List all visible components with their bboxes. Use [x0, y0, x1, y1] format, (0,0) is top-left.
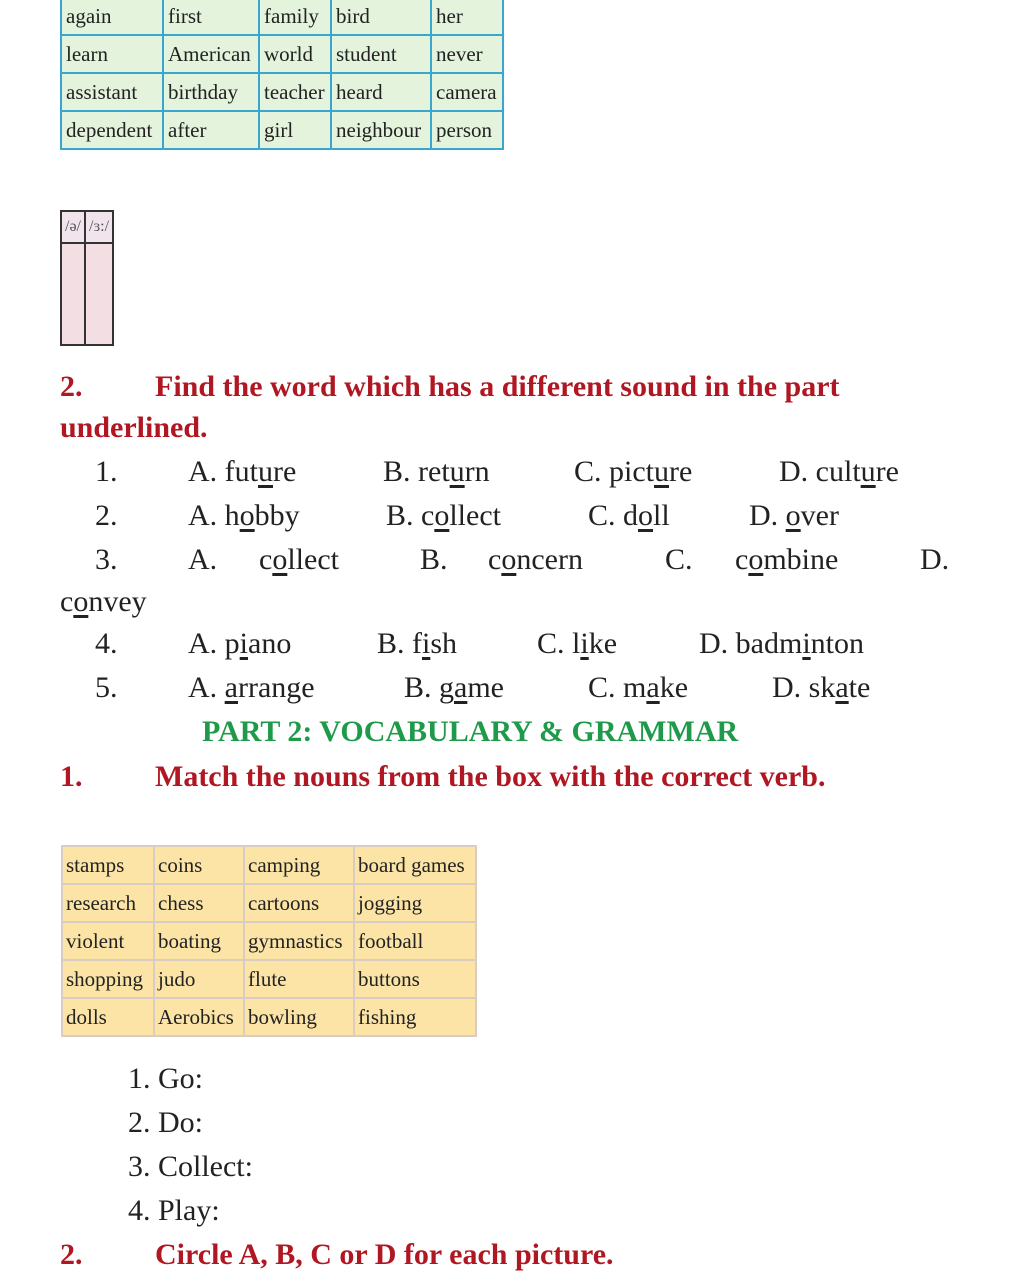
section-number: 1. — [60, 760, 83, 793]
table-cell: boating — [154, 922, 244, 960]
item-number: 5. — [95, 671, 118, 704]
table-cell: dependent — [61, 111, 163, 149]
option-c[interactable]: C. doll — [588, 499, 670, 532]
table-row — [62, 922, 476, 960]
option-d[interactable]: D. badminton — [699, 627, 865, 660]
table-row — [62, 998, 476, 1036]
table-cell: again — [61, 0, 163, 35]
table-cell: first — [163, 0, 259, 35]
table-cell: American — [163, 35, 259, 73]
table-cell: football — [354, 922, 476, 960]
option-a[interactable]: collect — [259, 543, 339, 576]
table-cell: coins — [154, 846, 244, 884]
table-cell: camping — [244, 846, 354, 884]
section-number: 2. — [60, 1238, 83, 1271]
table-row — [61, 111, 503, 149]
table-cell: her — [431, 0, 503, 35]
table-cell: learn — [61, 35, 163, 73]
table-cell: stamps — [62, 846, 154, 884]
option-a[interactable]: A. piano — [188, 627, 292, 660]
table-cell: bowling — [244, 998, 354, 1036]
table-cell: girl — [259, 111, 331, 149]
table-cell: birthday — [163, 73, 259, 111]
verb-play[interactable]: 4. Play: — [128, 1194, 220, 1227]
option-a[interactable]: A. hobby — [188, 499, 300, 532]
phoneme-table — [60, 210, 114, 346]
table-cell: world — [259, 35, 331, 73]
table-row — [61, 243, 113, 345]
option-c[interactable]: C. make — [588, 671, 689, 704]
phoneme-answer-cell[interactable] — [85, 243, 113, 345]
phoneme-answer-cell[interactable] — [61, 243, 85, 345]
option-d[interactable]: D. culture — [779, 455, 899, 488]
item-number: 3. — [95, 543, 118, 576]
table-cell: jogging — [354, 884, 476, 922]
item-number: 4. — [95, 627, 118, 660]
table-cell: family — [259, 0, 331, 35]
item-number: 2. — [95, 499, 118, 532]
option-b-letter: B. — [420, 543, 448, 576]
table-cell: research — [62, 884, 154, 922]
table-row — [62, 846, 476, 884]
table-cell: person — [431, 111, 503, 149]
option-b[interactable]: B. game — [404, 671, 504, 704]
table-row — [61, 211, 113, 243]
table-cell: bird — [331, 0, 431, 35]
verb-go[interactable]: 1. Go: — [128, 1062, 203, 1095]
verb-do[interactable]: 2. Do: — [128, 1106, 203, 1139]
option-a[interactable]: A. arrange — [188, 671, 315, 704]
phoneme-header-er: /ɜ:/ — [85, 211, 113, 243]
option-d[interactable]: D. over — [749, 499, 839, 532]
verb-collect[interactable]: 3. Collect: — [128, 1150, 253, 1183]
option-c[interactable]: combine — [735, 543, 839, 576]
table-cell: judo — [154, 960, 244, 998]
table-cell: board games — [354, 846, 476, 884]
section-heading-cont: underlined. — [60, 411, 208, 444]
table-cell: chess — [154, 884, 244, 922]
option-b[interactable]: B. collect — [386, 499, 501, 532]
option-a-letter: A. — [188, 543, 218, 576]
table-cell: Aerobics — [154, 998, 244, 1036]
table-cell: assistant — [61, 73, 163, 111]
table-cell: shopping — [62, 960, 154, 998]
option-c[interactable]: C. like — [537, 627, 618, 660]
table-row — [61, 73, 503, 111]
table-cell: flute — [244, 960, 354, 998]
item-number: 1. — [95, 455, 118, 488]
table-row — [62, 884, 476, 922]
table-cell: buttons — [354, 960, 476, 998]
vocab-table — [61, 845, 477, 1037]
table-cell: cartoons — [244, 884, 354, 922]
part-title: PART 2: VOCABULARY & GRAMMAR — [202, 715, 739, 748]
section-number: 2. — [60, 370, 83, 403]
option-d[interactable]: D. skate — [772, 671, 871, 704]
option-b[interactable]: B. fish — [377, 627, 458, 660]
option-a[interactable]: A. future — [188, 455, 297, 488]
section-heading: Match the nouns from the box with the correct verb. — [155, 760, 826, 793]
table-cell: dolls — [62, 998, 154, 1036]
table-cell: student — [331, 35, 431, 73]
table-cell: fishing — [354, 998, 476, 1036]
option-b[interactable]: concern — [488, 543, 583, 576]
table-cell: camera — [431, 73, 503, 111]
table-cell: violent — [62, 922, 154, 960]
option-c-letter: C. — [665, 543, 693, 576]
option-b[interactable]: B. return — [383, 455, 490, 488]
table-cell: heard — [331, 73, 431, 111]
table-cell: gymnastics — [244, 922, 354, 960]
section-heading: Find the word which has a different sound in the part — [155, 370, 840, 403]
table-row — [61, 0, 503, 35]
section-heading: Circle A, B, C or D for each picture. — [155, 1238, 614, 1271]
option-d-letter: D. — [920, 543, 950, 576]
table-cell: never — [431, 35, 503, 73]
table-cell: neighbour — [331, 111, 431, 149]
word-table — [60, 0, 504, 150]
option-d[interactable]: convey — [60, 585, 147, 618]
phoneme-header-schwa: /ə/ — [61, 211, 85, 243]
table-row — [62, 960, 476, 998]
table-row — [61, 35, 503, 73]
option-c[interactable]: C. picture — [574, 455, 693, 488]
table-cell: teacher — [259, 73, 331, 111]
table-cell: after — [163, 111, 259, 149]
